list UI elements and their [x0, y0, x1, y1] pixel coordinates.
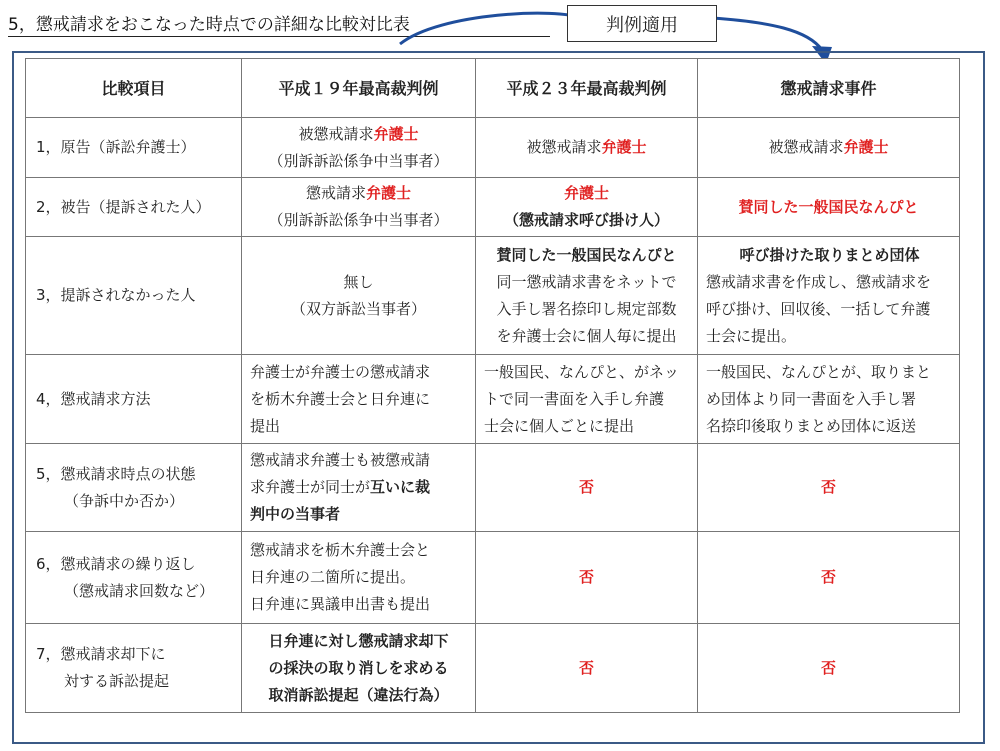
- table-row: [26, 444, 960, 532]
- cell-text-bold: 判中の当事者: [250, 505, 341, 523]
- table-cell: [242, 237, 476, 355]
- row-label: 3，提訴されなかった人: [26, 237, 242, 355]
- cell-text: 懲戒請求を栃木弁護士会と: [250, 541, 431, 559]
- table-cell: [476, 118, 698, 178]
- cell-text: 名捺印後取りまとめ団体に返送: [706, 416, 917, 435]
- row-label: 1，原告（訴訟弁護士）: [26, 118, 242, 178]
- table-cell: [698, 355, 960, 444]
- table-row: [26, 118, 960, 178]
- cell-text: 求弁護士が同士が: [250, 478, 371, 496]
- row-label: [26, 444, 242, 532]
- cell-text: 呼び掛け、回収後、一括して弁護: [706, 299, 931, 318]
- cell-text: を弁護士会に個人毎に提出: [496, 326, 677, 345]
- table-cell: [242, 178, 476, 237]
- cell-text-bold: 呼び掛けた取りまとめ団体: [739, 245, 920, 264]
- cell-text: 無し: [343, 272, 374, 291]
- cell-text: 士会に提出。: [706, 326, 797, 345]
- table-cell: [698, 118, 960, 178]
- row-label: [26, 624, 242, 713]
- table-cell: 否: [698, 444, 960, 532]
- table-header-row: [26, 59, 960, 118]
- page-title: 5，懲戒請求をおこなった時点での詳細な比較対比表: [8, 15, 410, 35]
- comparison-table: [25, 58, 960, 713]
- cell-text-bold: 賛同した一般国民なんぴと: [496, 245, 677, 264]
- row-label: [26, 532, 242, 624]
- cell-text: 一般国民、なんぴとが、取りまと: [706, 362, 932, 381]
- cell-text: を栃木弁護士会と日弁連に: [250, 389, 431, 408]
- cell-text-highlight: 弁護士: [563, 184, 609, 202]
- title-underline: [8, 36, 550, 37]
- table-cell: [698, 237, 960, 355]
- table-cell: 否: [698, 532, 960, 624]
- cell-text: め団体より同一書面を入手し署: [706, 389, 917, 408]
- table-row: [26, 355, 960, 444]
- cell-text: 日弁連に異議申出書も提出: [250, 595, 431, 613]
- table-row: [26, 532, 960, 624]
- cell-text: 同一懲戒請求書をネットで: [496, 272, 677, 291]
- cell-text: 懲戒請求書を作成し、懲戒請求を: [706, 272, 932, 291]
- precedent-tag: 判例適用: [567, 5, 717, 42]
- cell-text: （別訴訴訟係争中当事者）: [268, 211, 449, 229]
- cell-text: 一般国民、なんぴと、がネッ: [484, 362, 680, 381]
- table-row: [26, 237, 960, 355]
- cell-text-bold: 互いに裁: [370, 478, 431, 496]
- cell-text: 被懲戒請求: [768, 138, 844, 156]
- cell-text: 5，懲戒請求時点の状態: [36, 464, 196, 483]
- row-label: 4，懲戒請求方法: [26, 355, 242, 444]
- row-label: 2，被告（提訴された人）: [26, 178, 242, 237]
- table-row: [26, 624, 960, 713]
- table-cell: 否: [476, 532, 698, 624]
- cell-text: 被懲戒請求: [298, 124, 374, 143]
- cell-text: 入手し署名捺印し規定部数: [496, 299, 677, 318]
- cell-text: 7，懲戒請求却下に: [36, 645, 166, 663]
- cell-text-highlight: 弁護士: [843, 138, 889, 156]
- cell-text-bold: の採決の取り消しを求める: [268, 658, 449, 677]
- table-cell: 否: [476, 624, 698, 713]
- cell-text: （双方訴訟当事者）: [290, 299, 426, 318]
- table-cell: [242, 118, 476, 178]
- cell-text: 懲戒請求弁護士も被懲戒請: [250, 451, 431, 469]
- header-cell: 平成１９年最高裁判例: [242, 59, 476, 118]
- table-cell: [242, 624, 476, 713]
- table-cell: [242, 444, 476, 532]
- cell-text: 提出: [250, 416, 281, 435]
- cell-text: （懲戒請求回数など）: [64, 581, 215, 600]
- cell-text: 士会に個人ごとに提出: [484, 416, 635, 435]
- cell-text: 対する訴訟提起: [64, 672, 170, 690]
- cell-text: 懲戒請求: [305, 184, 366, 202]
- cell-text: 6，懲戒請求の繰り返し: [36, 554, 196, 573]
- cell-text-highlight: 弁護士: [373, 124, 419, 143]
- cell-text-highlight: 弁護士: [601, 138, 647, 156]
- cell-text: トで同一書面を入手し弁護: [484, 389, 665, 408]
- cell-text: 弁護士が弁護士の懲戒請求: [250, 362, 431, 381]
- cell-text: 被懲戒請求: [526, 138, 602, 156]
- cell-text: （別訴訴訟係争中当事者）: [268, 151, 449, 170]
- cell-text-highlight: 弁護士: [366, 184, 412, 202]
- cell-text-bold: 取消訴訟提起: [268, 685, 359, 704]
- table-cell: 否: [698, 624, 960, 713]
- table-cell: [476, 237, 698, 355]
- table-cell: [242, 355, 476, 444]
- cell-text-bold: （懲戒請求呼び掛け人）: [503, 211, 669, 229]
- table-cell: [476, 355, 698, 444]
- table-cell: 賛同した一般国民なんぴと: [698, 178, 960, 237]
- cell-text: 日弁連の二箇所に提出。: [250, 568, 416, 586]
- header-cell: 比較項目: [26, 59, 242, 118]
- table-row: [26, 178, 960, 237]
- table-cell: [242, 532, 476, 624]
- cell-text-bold: 日弁連に対し懲戒請求却下: [268, 631, 449, 650]
- header-cell: 懲戒請求事件: [698, 59, 960, 118]
- table-cell: [476, 178, 698, 237]
- header-cell: 平成２３年最高裁判例: [476, 59, 698, 118]
- table-cell: 否: [476, 444, 698, 532]
- cell-text-bold: （違法行為）: [358, 685, 449, 704]
- cell-text: （争訴中か否か）: [64, 491, 185, 510]
